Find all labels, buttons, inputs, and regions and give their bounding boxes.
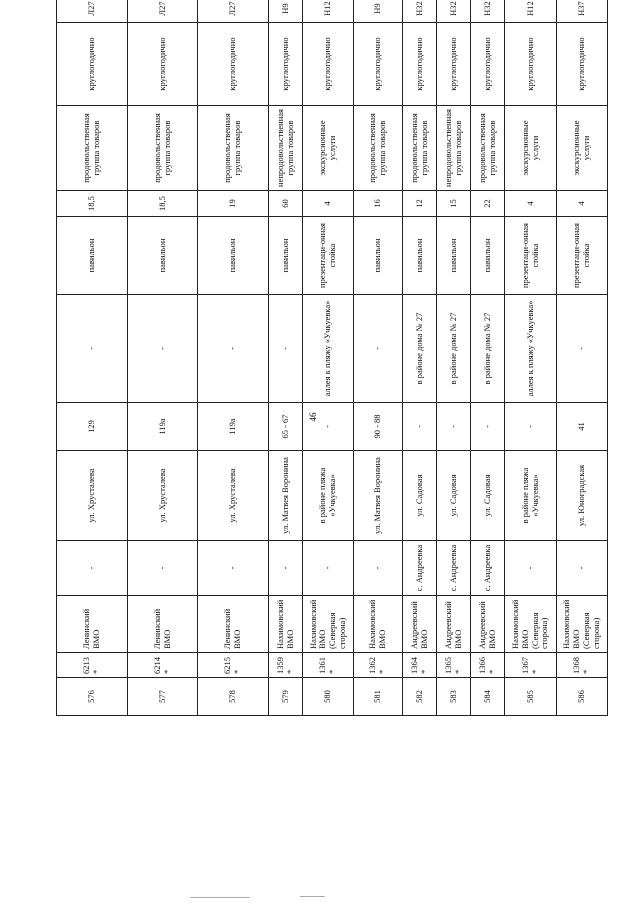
district-cell: Нахимовский ВМО (Северная сторона)	[303, 596, 354, 653]
area-cell: 22	[471, 191, 505, 217]
object-id-cell: 1365*	[437, 653, 471, 678]
district-cell: Нахимовский ВМО	[269, 596, 303, 653]
object-type-cell: павильон	[471, 217, 505, 295]
row-number-cell: 577	[127, 678, 198, 716]
specialization-cell: продовольственная группа товаров	[354, 106, 403, 191]
house-number-cell: 119а	[198, 403, 269, 451]
settlement-cell: -	[303, 541, 354, 596]
object-id-cell: 6214*	[127, 653, 198, 678]
period-cell: круглогодично	[354, 23, 403, 106]
object-id-cell: 1362*	[354, 653, 403, 678]
period-cell: круглогодично	[437, 23, 471, 106]
settlement-cell: с. Андреевка	[471, 541, 505, 596]
street-cell: ул. Юноградская	[556, 451, 607, 541]
scheme-code-cell: Н32	[437, 0, 471, 23]
table-row	[471, 0, 505, 716]
table-row	[269, 0, 303, 716]
house-number-cell: 41	[556, 403, 607, 451]
specialization-cell: экскурсионные услуги	[556, 106, 607, 191]
area-cell: 15	[437, 191, 471, 217]
row-number-cell: 581	[354, 678, 403, 716]
settlement-cell: с. Андреевка	[437, 541, 471, 596]
specialization-cell: продовольственная группа товаров	[57, 106, 128, 191]
period-cell: круглогодично	[505, 23, 556, 106]
object-type-cell: презентаци-онная стойка	[505, 217, 556, 295]
object-id-cell: 1359*	[269, 653, 303, 678]
object-id-cell: 6213*	[57, 653, 128, 678]
scheme-code-cell: Н32	[403, 0, 437, 23]
table-row	[354, 0, 403, 716]
table-row	[127, 0, 198, 716]
row-number-cell: 578	[198, 678, 269, 716]
district-cell: Нахимовский ВМО	[354, 596, 403, 653]
scheme-code-cell: Л27	[198, 0, 269, 23]
scheme-code-cell: Н37	[556, 0, 607, 23]
landmark-cell: в районе дома № 27	[471, 295, 505, 403]
period-cell: круглогодично	[269, 23, 303, 106]
scheme-code-cell: Н9	[269, 0, 303, 23]
object-type-cell: презентаци-онная стойка	[556, 217, 607, 295]
district-cell: Ленинский ВМО	[57, 596, 128, 653]
object-id-cell: 6215*	[198, 653, 269, 678]
street-cell: ул. Хрусталева	[127, 451, 198, 541]
district-cell: Нахимовский ВМО (Северная сторона)	[556, 596, 607, 653]
house-number-cell: -	[437, 403, 471, 451]
landmark-cell: в районе дома № 27	[403, 295, 437, 403]
period-cell: круглогодично	[403, 23, 437, 106]
row-number-cell: 579	[269, 678, 303, 716]
area-cell: 16	[354, 191, 403, 217]
district-cell: Андреевский ВМО	[437, 596, 471, 653]
area-cell: 4	[505, 191, 556, 217]
area-cell: 18,5	[57, 191, 128, 217]
object-type-cell: павильон	[198, 217, 269, 295]
trade-objects-table	[56, 0, 608, 716]
district-cell: Андреевский ВМО	[471, 596, 505, 653]
page-number: 46	[308, 412, 318, 422]
period-cell: круглогодично	[198, 23, 269, 106]
specialization-cell: продовольственная группа товаров	[198, 106, 269, 191]
object-type-cell: павильон	[437, 217, 471, 295]
table-row	[403, 0, 437, 716]
settlement-cell: -	[269, 541, 303, 596]
house-number-cell: 65 - 67	[269, 403, 303, 451]
period-cell: круглогодично	[303, 23, 354, 106]
table-row	[303, 0, 354, 716]
house-number-cell: 129	[57, 403, 128, 451]
street-cell: ул. Хрусталева	[198, 451, 269, 541]
district-cell: Ленинский ВМО	[127, 596, 198, 653]
specialization-cell: непродовольственная группа товаров	[269, 106, 303, 191]
house-number-cell: 119а	[127, 403, 198, 451]
row-number-cell: 580	[303, 678, 354, 716]
street-cell: ул. Матвея Воронина	[269, 451, 303, 541]
table-row	[556, 0, 607, 716]
settlement-cell: -	[354, 541, 403, 596]
scheme-code-cell: Н32	[471, 0, 505, 23]
settlement-cell: -	[556, 541, 607, 596]
landmark-cell: -	[57, 295, 128, 403]
table-row	[57, 0, 128, 716]
object-id-cell: 1366*	[471, 653, 505, 678]
landmark-cell: -	[198, 295, 269, 403]
row-number-cell: 586	[556, 678, 607, 716]
area-cell: 4	[556, 191, 607, 217]
specialization-cell: продовольственная группа товаров	[403, 106, 437, 191]
district-cell: Андреевский ВМО	[403, 596, 437, 653]
period-cell: круглогодично	[556, 23, 607, 106]
object-type-cell: павильон	[57, 217, 128, 295]
specialization-cell: экскурсионные услуги	[303, 106, 354, 191]
house-number-cell: 90 - 88	[354, 403, 403, 451]
area-cell: 12	[403, 191, 437, 217]
landmark-cell: в районе дома № 27	[437, 295, 471, 403]
area-cell: 19	[198, 191, 269, 217]
scan-mark	[300, 896, 325, 897]
table-body	[57, 0, 608, 716]
object-id-cell: 1367*	[505, 653, 556, 678]
object-id-cell: 1361*	[303, 653, 354, 678]
row-number-cell: 576	[57, 678, 128, 716]
settlement-cell: -	[198, 541, 269, 596]
settlement-cell: -	[505, 541, 556, 596]
row-number-cell: 585	[505, 678, 556, 716]
landmark-cell: -	[354, 295, 403, 403]
area-cell: 18,5	[127, 191, 198, 217]
landmark-cell: -	[269, 295, 303, 403]
settlement-cell: -	[127, 541, 198, 596]
district-cell: Нахимовский ВМО (Северная сторона)	[505, 596, 556, 653]
house-number-cell: -	[505, 403, 556, 451]
street-cell: в районе пляжа «Учкуевка»	[505, 451, 556, 541]
table-row	[198, 0, 269, 716]
registry-table-wrapper	[56, 1, 608, 716]
street-cell: ул. Матвея Воронина	[354, 451, 403, 541]
specialization-cell: экскурсионные услуги	[505, 106, 556, 191]
street-cell: в районе пляжа «Учкуевка»	[303, 451, 354, 541]
scheme-code-cell: Л27	[127, 0, 198, 23]
row-number-cell: 584	[471, 678, 505, 716]
landmark-cell: -	[556, 295, 607, 403]
scheme-code-cell: Л27	[57, 0, 128, 23]
area-cell: 60	[269, 191, 303, 217]
period-cell: круглогодично	[57, 23, 128, 106]
scheme-code-cell: Н12	[505, 0, 556, 23]
area-cell: 4	[303, 191, 354, 217]
landmark-cell: аллея к пляжу «Учкуевка»	[303, 295, 354, 403]
object-type-cell: павильон	[127, 217, 198, 295]
street-cell: ул. Хрусталева	[57, 451, 128, 541]
object-type-cell: павильон	[269, 217, 303, 295]
specialization-cell: продовольственная группа товаров	[127, 106, 198, 191]
table-row	[505, 0, 556, 716]
street-cell: ул. Садовая	[471, 451, 505, 541]
house-number-cell: -	[471, 403, 505, 451]
object-id-cell: 1364*	[403, 653, 437, 678]
object-type-cell: презентаци-онная стойка	[303, 217, 354, 295]
specialization-cell: непродовольственная группа товаров	[437, 106, 471, 191]
street-cell: ул. Садовая	[403, 451, 437, 541]
table-row	[437, 0, 471, 716]
landmark-cell: аллея к пляжу «Учкуевка»	[505, 295, 556, 403]
scheme-code-cell: Н12	[303, 0, 354, 23]
district-cell: Ленинский ВМО	[198, 596, 269, 653]
landmark-cell: -	[127, 295, 198, 403]
house-number-cell: -	[403, 403, 437, 451]
object-id-cell: 1368*	[556, 653, 607, 678]
object-type-cell: павильон	[403, 217, 437, 295]
period-cell: круглогодично	[471, 23, 505, 106]
object-type-cell: павильон	[354, 217, 403, 295]
scan-mark	[190, 897, 250, 898]
period-cell: круглогодично	[127, 23, 198, 106]
scheme-code-cell: Н9	[354, 0, 403, 23]
settlement-cell: -	[57, 541, 128, 596]
row-number-cell: 583	[437, 678, 471, 716]
row-number-cell: 582	[403, 678, 437, 716]
house-number-cell: -	[303, 403, 354, 451]
settlement-cell: с. Андреевка	[403, 541, 437, 596]
specialization-cell: продовольственная группа товаров	[471, 106, 505, 191]
street-cell: ул. Садовая	[437, 451, 471, 541]
